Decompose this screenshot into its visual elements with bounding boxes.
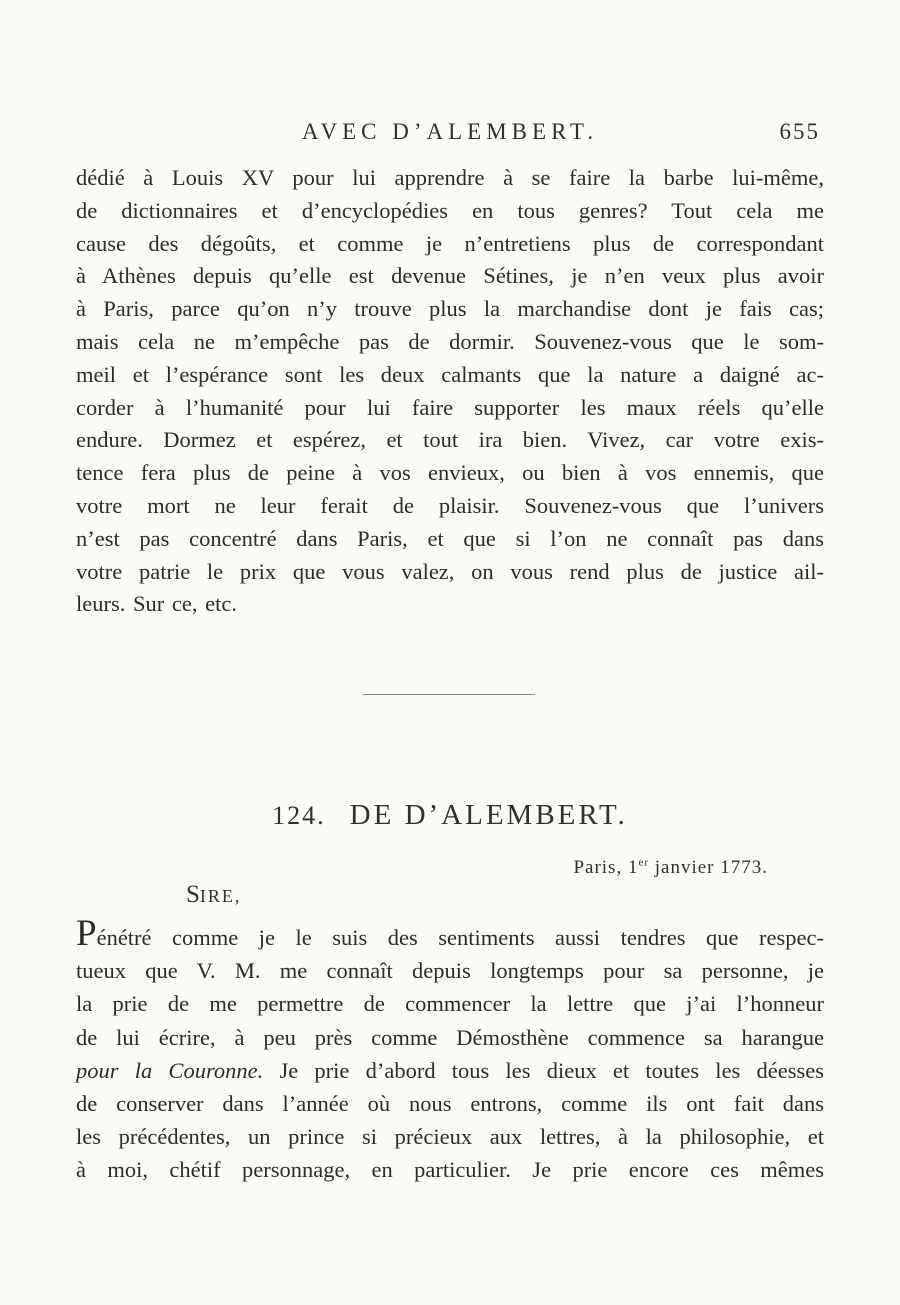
text-line: leurs. Sur ce, etc. bbox=[76, 591, 237, 617]
dateline-text: Paris, 1 bbox=[573, 857, 639, 878]
text-line: corder à l’humanité pour lui faire supporter les maux réels qu’elle bbox=[76, 394, 824, 420]
salutation bbox=[186, 881, 241, 909]
paragraph-continuation bbox=[76, 162, 824, 621]
text-line: meil et l’espérance sont les deux calmants que la nature a daigné ac- bbox=[76, 361, 824, 387]
text-line: mais cela ne m’empêche pas de dormir. Souvenez-vous que le som- bbox=[76, 328, 824, 354]
letter-body bbox=[76, 913, 824, 1187]
italic-citation: pour la Couronne. bbox=[76, 1057, 264, 1083]
text-line: endure. Dormez et espérez, et tout ira bien. Vivez, car votre exis- bbox=[76, 427, 824, 453]
text-line: à Athènes depuis qu’elle est devenue Sétines, je n’en veux plus avoir bbox=[76, 263, 824, 289]
text-line bbox=[76, 913, 824, 954]
running-head-title: AVEC D’ALEMBERT. bbox=[301, 119, 599, 144]
letter-number: 124. bbox=[272, 801, 326, 830]
salutation-rest: IRE, bbox=[199, 886, 242, 906]
page-number: 655 bbox=[779, 119, 820, 144]
text-line: votre mort ne leur ferait de plaisir. Souvenez-vous que l’univers bbox=[76, 492, 824, 518]
text-line: la prie de me permettre de commencer la lettre que j’ai l’honneur bbox=[76, 991, 824, 1017]
text-line: de dictionnaires et d’encyclopédies en tous genres? Tout cela me bbox=[76, 197, 824, 223]
text-line: n’est pas concentré dans Paris, et que si l’on ne connaît pas dans bbox=[76, 525, 824, 551]
dateline-ordinal: er bbox=[638, 856, 649, 869]
initial-capital: P bbox=[76, 913, 97, 954]
text-line: tueux que V. M. me connaît depuis longtemps pour sa personne, je bbox=[76, 958, 824, 984]
text-line: de lui écrire, à peu près comme Démosthène commence sa harangue bbox=[76, 1024, 824, 1050]
dateline bbox=[573, 857, 768, 879]
text-line: cause des dégoûts, et comme je n’entretiens plus de correspondant bbox=[76, 230, 824, 256]
letter-title: DE D’ALEMBERT. bbox=[349, 799, 628, 831]
salutation-initial: S bbox=[186, 881, 200, 908]
section-divider bbox=[363, 694, 535, 695]
text-line: tence fera plus de peine à vos envieux, ou bien à vos ennemis, que bbox=[76, 460, 824, 486]
text-line: à Paris, parce qu’on n’y trouve plus la marchandise dont je fais cas; bbox=[76, 296, 824, 322]
text-segment: énétré comme je le suis des sentiments aussi tendres que respec- bbox=[96, 925, 824, 950]
text-line: votre patrie le prix que vous valez, on vous rend plus de justice ail- bbox=[76, 558, 824, 584]
text-line: les précédentes, un prince si précieux aux lettres, à la philosophie, et bbox=[76, 1124, 824, 1150]
letter-heading bbox=[76, 799, 824, 832]
text-line: dédié à Louis XV pour lui apprendre à se faire la barbe lui-même, bbox=[76, 165, 824, 190]
dateline-text: janvier 1773. bbox=[648, 857, 768, 878]
text-line: de conserver dans l’année où nous entrons, comme ils ont fait dans bbox=[76, 1091, 824, 1117]
running-head bbox=[76, 119, 824, 151]
text-line bbox=[76, 1054, 824, 1087]
text-line: à moi, chétif personnage, en particulier. Je prie encore ces mêmes bbox=[76, 1157, 824, 1183]
text-segment: Je prie d’abord tous les dieux et toutes les déesses bbox=[263, 1057, 824, 1083]
